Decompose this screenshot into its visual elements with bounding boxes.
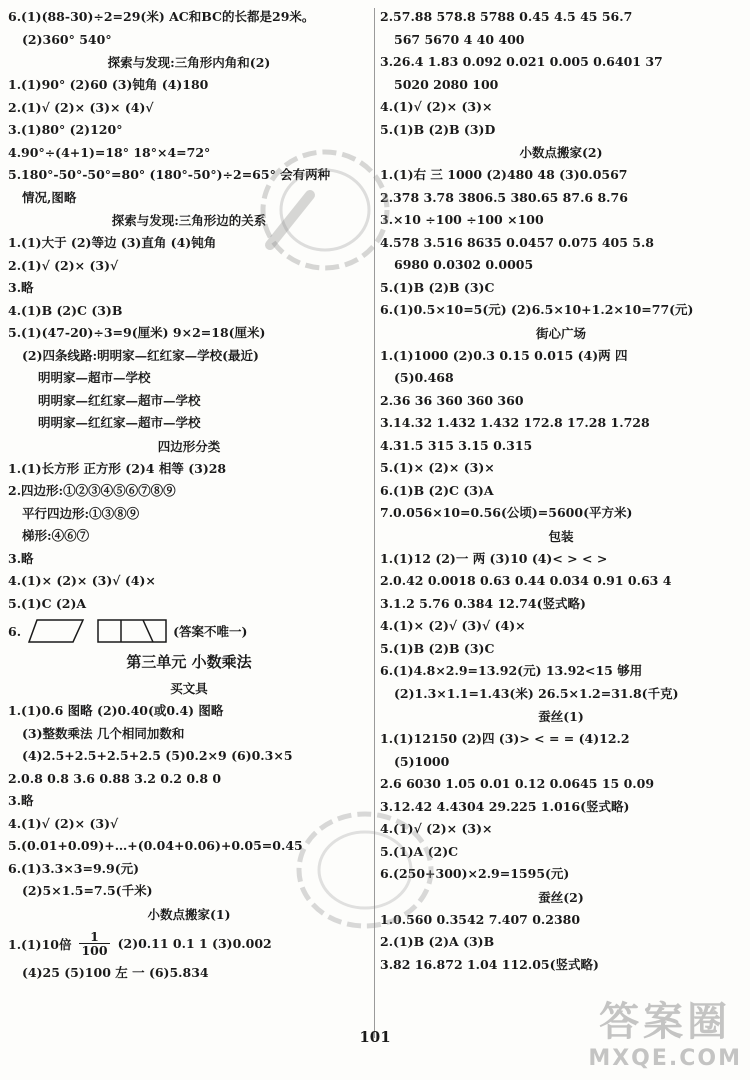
answer-line: 567 5670 4 40 400 — [394, 31, 525, 47]
section-heading: 街心广场 — [535, 325, 586, 341]
answer-text: 6. — [8, 623, 22, 639]
section-heading: 蚕丝(2) — [538, 889, 584, 905]
answer-text: 1.(1)10倍 — [8, 936, 72, 952]
answer-line: 4.(1)B (2)C (3)B — [8, 302, 123, 318]
answer-line: (2)四条线路:明明家—红红家—学校(最近) — [22, 347, 259, 363]
answer-line: 3.26.4 1.83 0.092 0.021 0.005 0.6401 37 — [380, 54, 663, 69]
answer-line: 1.(1)12150 (2)四 (3)> < = = (4)12.2 — [380, 731, 630, 746]
answer-line: 3.略 — [8, 550, 34, 566]
answer-line: 3.1.2 5.76 0.384 12.74(竖式略) — [380, 595, 586, 611]
answer-line: 情况,图略 — [22, 189, 77, 205]
column-divider — [374, 8, 375, 1038]
answer-line: 5.(1)× (2)× (3)× — [380, 460, 495, 475]
answer-line: 1.(1)右 三 1000 (2)480 48 (3)0.0567 — [380, 167, 628, 182]
answer-line: 6980 0.0302 0.0005 — [394, 257, 534, 272]
answer-line: 2.57.88 578.8 5788 0.45 4.5 45 56.7 — [380, 9, 633, 24]
answer-line: 4.31.5 315 3.15 0.315 — [380, 437, 533, 453]
answer-line: 3.82 16.872 1.04 112.05(竖式略) — [380, 956, 599, 972]
answer-line: (3)整数乘法 几个相同加数和 — [22, 725, 185, 741]
answer-line: 2.378 3.78 3806.5 380.65 87.6 8.76 — [380, 189, 628, 205]
answer-line: 7.0.056×10=0.56(公顷)=5600(平方米) — [380, 505, 633, 520]
answer-line: 5.(1)C (2)A — [8, 595, 87, 611]
answer-line: 3.14.32 1.432 1.432 172.8 17.28 1.728 — [380, 415, 650, 430]
answer-line: 2.0.42 0.0018 0.63 0.44 0.034 0.91 0.63 4 — [380, 573, 672, 588]
parallelogram-figure — [27, 618, 85, 644]
answer-line: 2.6 6030 1.05 0.01 0.12 0.0645 15 0.09 — [380, 776, 655, 791]
section-heading: 小数点搬家(2) — [519, 145, 603, 160]
watermark-url-text: MXQE.COM — [588, 1046, 742, 1071]
section-heading: 探索与发现:三角形内角和(2) — [107, 55, 271, 70]
section-heading: 探索与发现:三角形边的关系 — [111, 213, 267, 228]
answer-line: (2)5×1.5=7.5(千米) — [22, 883, 153, 898]
answer-line: 2.(1)√ (2)× (3)× (4)√ — [8, 99, 154, 115]
site-watermark — [588, 999, 742, 1071]
left-column — [8, 6, 370, 984]
section-heading: 买文具 — [170, 681, 208, 696]
unit-title: 第三单元 小数乘法 — [126, 653, 252, 671]
fraction-denominator: 100 — [81, 943, 108, 958]
answer-note: (答案不唯一) — [173, 624, 248, 639]
answer-line: 明明家—红红家—超市—学校 — [38, 392, 201, 408]
answer-line: 5.(1)B (2)B (3)C — [380, 640, 495, 656]
page-number: 101 — [359, 1028, 391, 1046]
answer-line: 1.(1)1000 (2)0.3 0.15 0.015 (4)两 四 — [380, 347, 628, 363]
answer-line: 6.(1)4.8×2.9=13.92(元) 13.92<15 够用 — [380, 663, 643, 678]
answer-line: 2.(1)√ (2)× (3)√ — [8, 257, 119, 273]
answer-line: 5.(0.01+0.09)+…+(0.04+0.06)+0.05=0.45 — [8, 838, 303, 853]
answer-line: 5.(1)(47-20)÷3=9(厘米) 9×2=18(厘米) — [8, 325, 266, 340]
answer-line: 2.(1)B (2)A (3)B — [380, 934, 495, 949]
answer-line: 5.(1)B (2)B (3)C — [380, 279, 495, 295]
answer-line: (2)360° 540° — [22, 31, 112, 47]
divided-rectangle-figure — [97, 618, 167, 644]
answer-line: 5020 2080 100 — [394, 76, 499, 92]
answer-line: 6.(250+300)×2.9=1595(元) — [380, 866, 570, 881]
answer-line: 1.(1)大于 (2)等边 (3)直角 (4)钝角 — [8, 235, 217, 250]
section-heading: 蚕丝(1) — [538, 709, 584, 724]
answer-line — [8, 926, 370, 962]
answer-line: 梯形:④⑥⑦ — [22, 528, 90, 543]
answer-line: 4.(1)√ (2)× (3)× — [380, 99, 493, 114]
answer-line: 1.(1)0.6 图略 (2)0.40(或0.4) 图略 — [8, 703, 224, 718]
answer-line: 6.(1)(88-30)÷2=29(米) AC和BC的长都是29米。 — [8, 9, 315, 24]
answer-line: 5.(1)A (2)C — [380, 843, 459, 859]
section-heading: 小数点搬家(1) — [147, 906, 231, 922]
answer-line: (4)2.5+2.5+2.5+2.5 (5)0.2×9 (6)0.3×5 — [22, 748, 293, 763]
answer-line: 4.(1)× (2)× (3)√ (4)× — [8, 573, 156, 588]
answer-line: 6.(1)3.3×3=9.9(元) — [8, 860, 140, 876]
answer-line: 明明家—红红家—超市—学校 — [38, 415, 201, 430]
answer-line: 1.0.560 0.3542 7.407 0.2380 — [380, 911, 581, 927]
answer-line: 3.×10 ÷100 ÷100 ×100 — [380, 212, 544, 227]
answer-line: 1.(1)90° (2)60 (3)钝角 (4)180 — [8, 77, 209, 92]
answer-line: 2.四边形:①②③④⑤⑥⑦⑧⑨ — [8, 483, 176, 498]
answer-text: (2)0.11 0.1 1 (3)0.002 — [117, 936, 272, 951]
watermark-main-text: 答案圈 — [599, 999, 732, 1045]
answer-line: 3.略 — [8, 280, 34, 295]
answer-line: 5.(1)B (2)B (3)D — [380, 121, 496, 137]
answer-line: (5)1000 — [394, 753, 450, 769]
answer-line: 1.(1)12 (2)一 两 (3)10 (4)< > < > — [380, 550, 608, 566]
answer-line: 6.(1)B (2)C (3)A — [380, 482, 494, 498]
section-heading: 包装 — [548, 528, 574, 544]
answer-line: 4.(1)√ (2)× (3)√ — [8, 815, 119, 831]
answer-line: 4.578 3.516 8635 0.0457 0.075 405 5.8 — [380, 234, 655, 250]
answer-line: 2.36 36 360 360 360 — [380, 392, 524, 408]
answer-line: 4.90°÷(4+1)=18° 18°×4=72° — [8, 144, 211, 160]
answer-line: (2)1.3×1.1=1.43(米) 26.5×1.2=31.8(千克) — [394, 685, 679, 701]
fraction-numerator: 1 — [90, 929, 99, 944]
right-column — [380, 6, 742, 976]
answer-line: 明明家—超市—学校 — [38, 370, 151, 385]
answer-line: 平行四边形:①③⑧⑨ — [22, 505, 140, 521]
answer-line: 6.(1)0.5×10=5(元) (2)6.5×10+1.2×10=77(元) — [380, 302, 694, 317]
answer-line: (4)25 (5)100 左 一 (6)5.834 — [22, 964, 209, 980]
answer-line: 4.(1)√ (2)× (3)× — [380, 821, 493, 836]
answer-line — [8, 615, 370, 647]
section-heading: 四边形分类 — [157, 438, 221, 454]
answer-line: 5.180°-50°-50°=80° (180°-50°)÷2=65° 会有两种 — [8, 167, 331, 182]
answer-line: 1.(1)长方形 正方形 (2)4 相等 (3)28 — [8, 460, 227, 476]
answer-line: 3.12.42 4.4304 29.225 1.016(竖式略) — [380, 798, 630, 814]
answer-line: 2.0.8 0.8 3.6 0.88 3.2 0.2 0.8 0 — [8, 770, 222, 786]
answer-line: 3.(1)80° (2)120° — [8, 122, 123, 137]
answer-line: (5)0.468 — [394, 370, 454, 385]
answer-line: 3.略 — [8, 793, 34, 808]
answer-line: 4.(1)× (2)√ (3)√ (4)× — [380, 618, 526, 633]
fraction — [79, 930, 109, 957]
